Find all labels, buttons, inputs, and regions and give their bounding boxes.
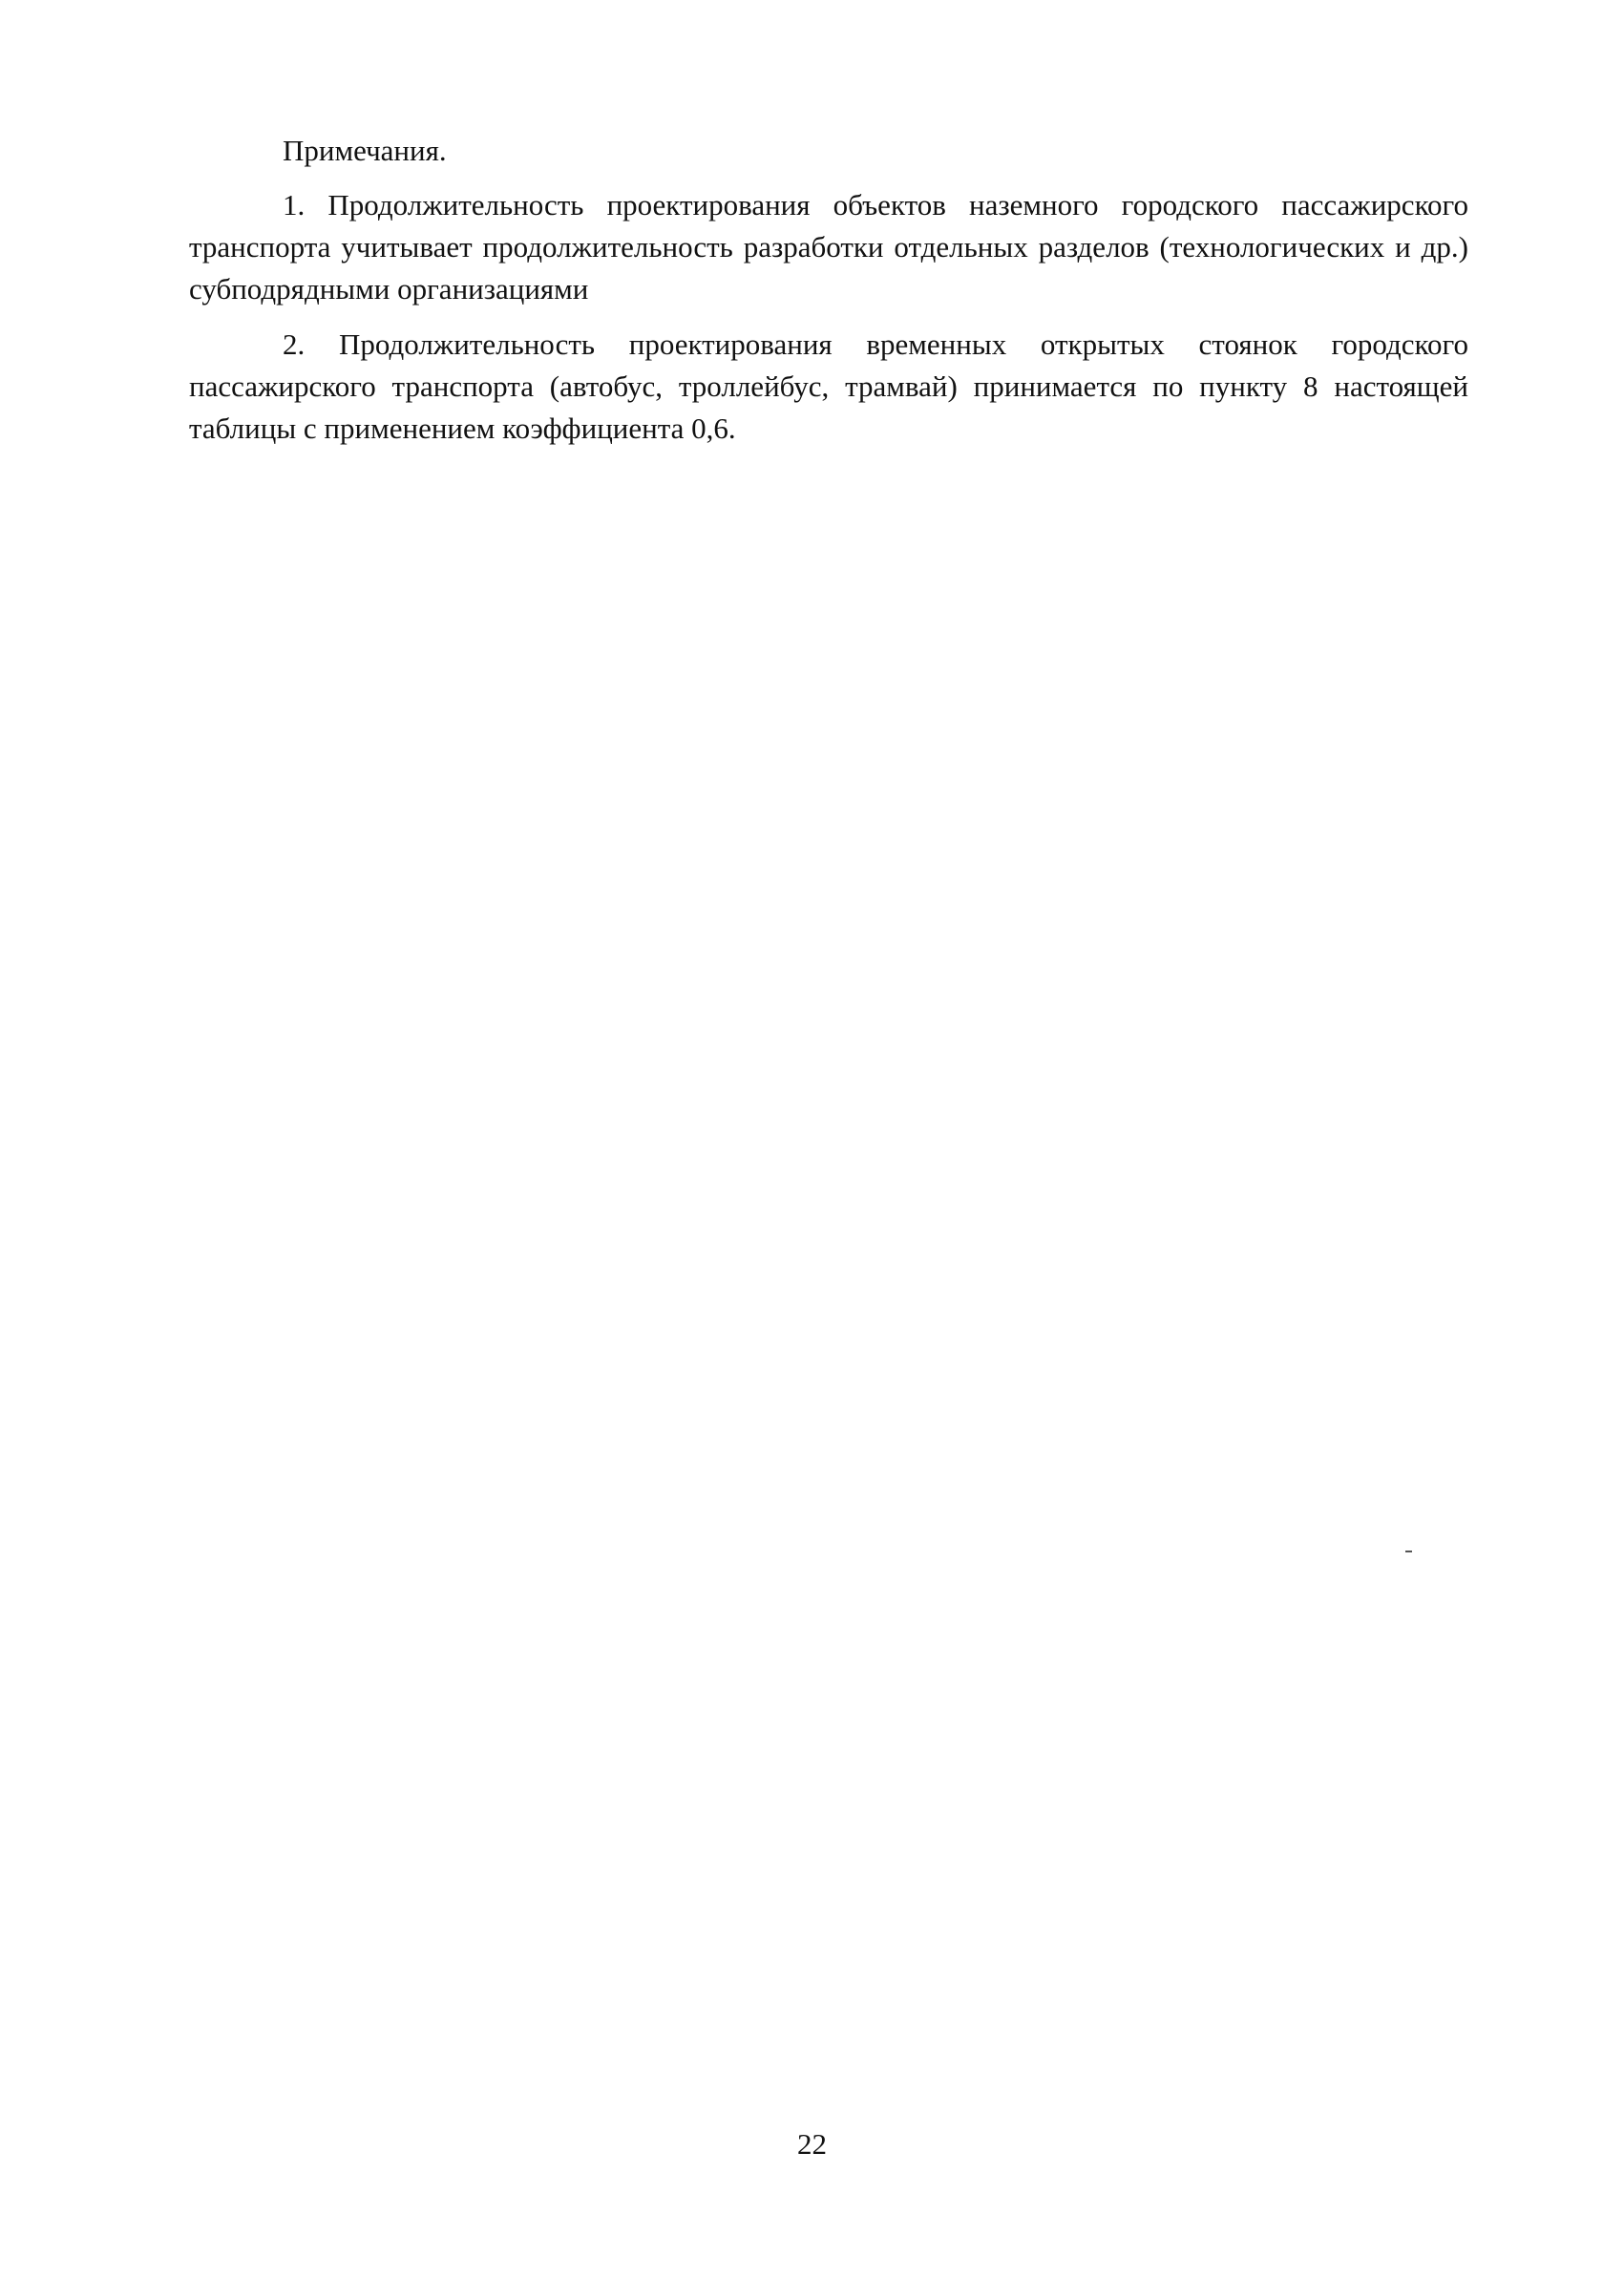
scan-artifact-mark — [1405, 1551, 1412, 1552]
notes-section — [189, 130, 1468, 463]
notes-title: Примечания. — [283, 134, 447, 167]
note-item-2: 2. Продолжительность проектирования временных открытых стоянок городского пассажирского транспорта (автобус, троллейбус, трамвай) принимается по пункту 8 настоящей таблицы с применением коэффициента 0,6. — [189, 327, 1468, 445]
page-number: 22 — [797, 2127, 827, 2161]
note-item-1: 1. Продолжительность проектирования объектов наземного городского пассажирского транспорта учитывает продолжительность разработки отдельных разделов (технологических и др.) субподрядными организациями — [189, 188, 1468, 306]
